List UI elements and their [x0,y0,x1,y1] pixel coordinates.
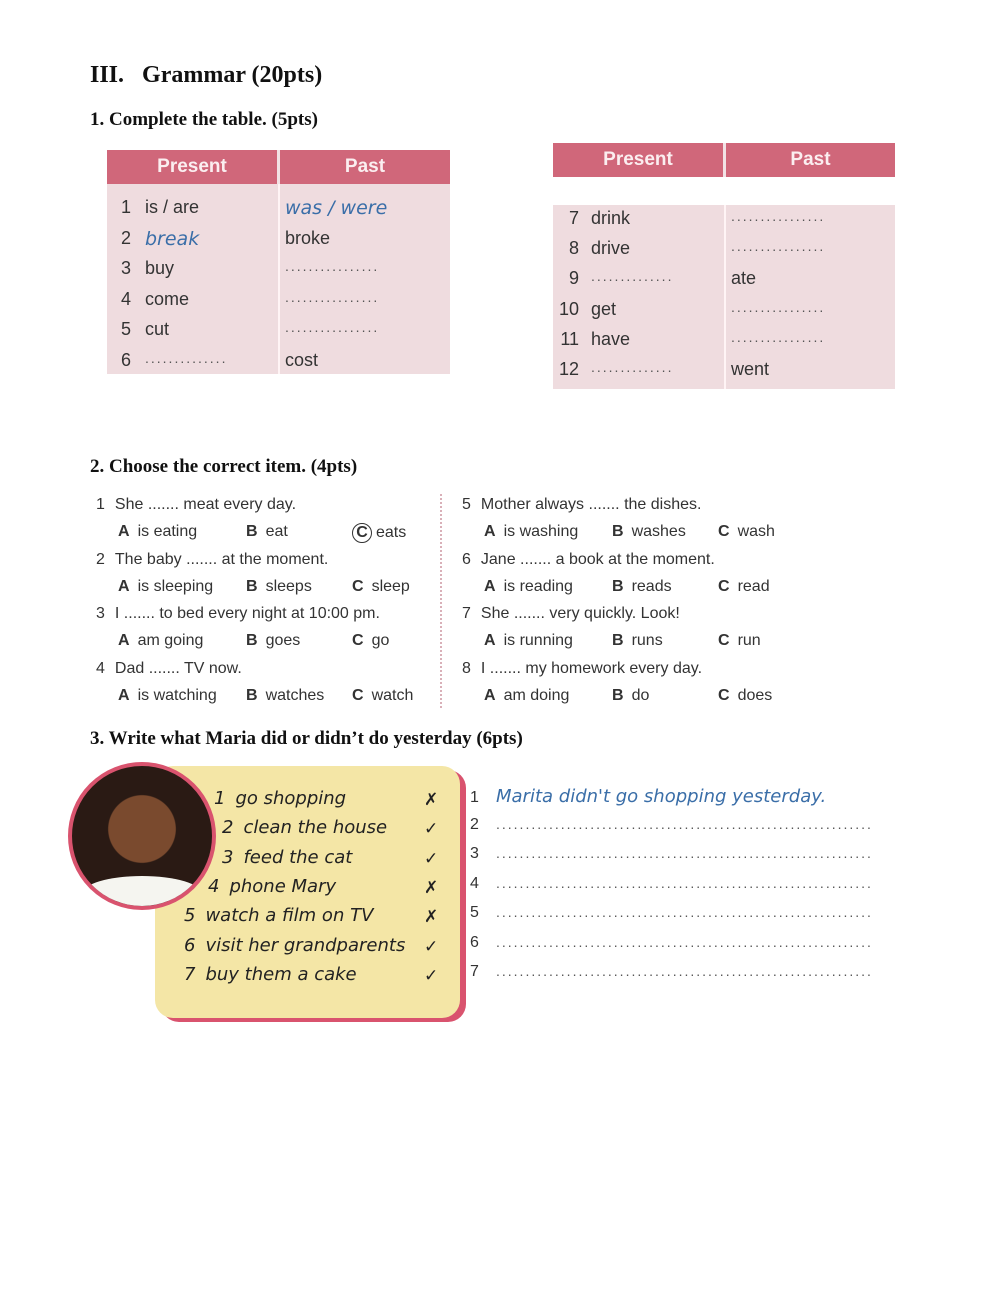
answer-text: Marita didn't go shopping yesterday. [496,786,827,807]
task-item [214,788,346,809]
table-row [107,289,450,319]
past-form: was / were [285,197,388,219]
question-4 [96,660,242,678]
section-number: III. [90,62,125,88]
option-letter: C [718,632,730,649]
present-form: buy [145,258,175,278]
option-letter: A [484,632,496,649]
answer-number: 5 [470,904,479,921]
option-a[interactable] [484,523,578,541]
question-text: The baby ....... at the moment. [114,550,329,568]
table-row [107,319,450,349]
option-text: do [631,686,650,704]
question-7 [462,605,680,623]
row-number: 4 [120,288,131,309]
option-text: wash [737,523,775,540]
table-row [553,268,895,298]
answer-text: ................................................................ [496,845,873,861]
circled-answer: C [352,523,372,543]
option-b[interactable] [246,578,312,596]
option-letter: C [718,686,730,704]
row-number: 11 [560,328,579,349]
option-a[interactable] [484,632,573,650]
past-form: ate [731,268,757,289]
option-letter: A [484,523,496,540]
task-item [184,935,405,956]
present-form: have [591,328,631,349]
option-b[interactable] [612,578,672,596]
part3-heading: 3. Write what Maria did or didn’t do yesterday (6pts) [90,728,523,749]
verb-table-left [107,150,450,374]
past-form: cost [285,349,319,370]
option-text: runs [631,632,663,649]
option-letter: C [718,523,730,540]
present-form: come [145,288,190,309]
check-icon: ✓ [424,848,439,869]
present-form: break [145,227,200,250]
option-text: reads [631,577,672,595]
past-form: broke [285,227,331,248]
option-letter: C [352,577,364,595]
option-text: sleep [371,577,410,595]
past-form: ................ [285,288,380,305]
option-text: is watching [137,686,217,704]
task-text: feed the cat [243,846,353,868]
cross-icon: ✗ [424,877,439,898]
row-number: 2 [120,227,131,248]
option-letter: C [352,632,364,649]
task-text: phone Mary [229,875,337,897]
table-row [553,208,895,238]
option-b[interactable] [246,632,300,650]
question-text: She ....... meat every day. [114,496,297,513]
task-item [184,905,373,926]
question-number: 5 [462,496,471,513]
task-text: go shopping [235,788,347,809]
option-text: run [737,632,761,649]
option-text: is eating [137,523,198,540]
present-form: drink [591,208,631,228]
table-row [107,350,450,380]
task-item [222,847,352,868]
row-number: 7 [568,208,579,228]
header-present: Present [603,149,673,170]
option-text: is sleeping [137,577,214,595]
task-number: 5 [184,905,196,927]
past-form: ................ [731,208,826,224]
option-letter: B [246,686,258,704]
part2-heading: 2. Choose the correct item. (4pts) [90,456,358,477]
option-text: washes [631,523,686,540]
check-icon: ✓ [424,965,439,986]
answer-text: ................................................................ [496,933,873,950]
part1-heading: 1. Complete the table. (5pts) [90,109,318,130]
table-row [553,299,895,329]
row-number: 6 [120,349,131,370]
option-letter: A [118,686,130,704]
row-number: 10 [558,298,579,319]
table-row [107,228,450,258]
answer-line[interactable] [470,786,826,807]
option-text: is washing [503,523,579,540]
option-letter: A [484,577,496,595]
task-number: 2 [222,817,234,839]
question-number: 4 [96,659,105,677]
option-text: am doing [503,686,570,704]
task-item [208,876,336,897]
task-number: 6 [184,934,196,956]
option-letter: B [612,686,624,704]
table-row [553,238,895,268]
question-number: 7 [462,605,471,622]
row-number: 3 [120,258,131,278]
option-a[interactable] [484,687,569,705]
section-title [90,62,322,89]
option-letter: A [118,632,130,649]
option-a[interactable] [118,578,213,596]
answer-number: 3 [470,845,479,862]
option-c[interactable] [352,523,406,543]
option-b[interactable] [246,687,324,705]
option-b[interactable] [612,523,686,541]
row-number: 9 [568,268,579,289]
option-letter: B [612,523,624,540]
answer-text: ................................................................ [496,963,873,979]
option-text: eat [265,523,288,540]
question-number: 3 [96,605,105,622]
present-form: .............. [145,349,228,366]
task-number: 1 [214,788,226,809]
row-number: 1 [120,197,131,217]
option-c[interactable] [718,687,772,705]
option-letter: A [118,523,130,540]
task-item [184,964,357,985]
task-text: clean the house [243,817,388,839]
option-a[interactable] [484,578,573,596]
present-form: get [591,298,617,319]
answer-line[interactable] [470,934,873,952]
question-5 [462,496,701,514]
past-form: ................ [731,298,826,315]
answer-number: 6 [470,933,479,951]
option-text: eats [376,524,407,541]
option-letter: C [718,577,730,595]
question-3 [96,605,380,623]
row-number: 12 [558,359,579,379]
maria-photo [68,762,216,910]
past-form: ................ [731,238,826,255]
option-text: sleeps [265,577,312,595]
present-form: .............. [591,268,674,285]
table-row [553,329,895,359]
question-text: I ....... to bed every night at 10:00 pm. [114,605,380,622]
past-form: ................ [731,328,826,345]
answer-text: ................................................................ [496,815,873,832]
check-icon: ✓ [424,936,439,957]
table-row [107,258,450,288]
answer-line[interactable] [470,875,873,893]
answer-number: 1 [470,789,479,806]
table-header [107,150,450,184]
cross-icon: ✗ [424,907,439,928]
question-text: I ....... my homework every day. [480,659,703,677]
header-present: Present [157,156,227,177]
option-c[interactable] [352,578,410,596]
task-number: 4 [208,875,220,897]
question-6 [462,551,715,569]
option-c[interactable] [718,578,770,596]
present-form: drive [591,238,631,259]
task-number: 7 [184,963,196,985]
answer-text: ................................................................ [496,904,873,920]
header-past: Past [790,149,831,170]
verb-table-right [553,143,895,389]
answer-line[interactable] [470,816,873,834]
task-item [222,817,387,838]
option-b[interactable] [612,687,649,705]
task-text: buy them a cake [205,963,357,985]
question-text: Mother always ....... the dishes. [480,496,702,513]
cross-icon: ✗ [424,790,439,810]
answer-line[interactable] [470,963,873,981]
present-form: is / are [145,197,200,217]
past-form: went [731,359,770,379]
header-past: Past [344,156,386,177]
option-letter: B [612,577,624,595]
option-text: am going [137,632,204,649]
table-row [107,197,450,227]
answer-number: 4 [470,874,479,892]
option-letter: C [352,686,364,704]
question-text: She ....... very quickly. Look! [480,605,680,622]
present-form: cut [145,319,170,339]
past-form: ................ [285,258,380,274]
option-letter: A [484,686,496,704]
question-text: Dad ....... TV now. [114,659,242,677]
option-c[interactable] [718,632,761,650]
option-text: does [737,686,773,704]
task-number: 3 [222,846,234,868]
past-form: ................ [285,319,380,335]
section-heading: Grammar (20pts) [142,62,323,88]
option-text: read [737,577,770,595]
option-b[interactable] [246,523,288,541]
option-text: go [371,632,390,649]
answer-number: 7 [470,963,479,980]
option-text: watches [265,686,325,704]
answer-number: 2 [470,815,479,833]
option-letter: B [246,577,258,595]
row-number: 5 [120,319,131,339]
option-b[interactable] [612,632,663,650]
answer-line[interactable] [470,904,873,922]
question-text: Jane ....... a book at the moment. [480,550,715,568]
option-c[interactable] [718,523,775,541]
question-number: 2 [96,550,105,568]
present-form: .............. [591,359,674,375]
table-row [553,359,895,389]
option-letter: B [246,632,258,649]
option-letter: B [246,523,258,540]
check-icon: ✓ [424,819,439,840]
option-text: is reading [503,577,573,595]
task-text: watch a film on TV [205,905,374,927]
task-text: visit her grandparents [205,934,406,956]
option-letter: A [118,577,130,595]
option-c[interactable] [352,632,389,650]
option-a[interactable] [118,632,203,650]
option-text: is running [503,632,573,649]
option-text: goes [265,632,301,649]
column-divider [440,494,442,708]
option-a[interactable] [118,687,217,705]
question-8 [462,660,702,678]
answer-text: ................................................................ [496,874,873,891]
question-number: 8 [462,659,471,677]
option-c[interactable] [352,687,413,705]
question-number: 6 [462,550,471,568]
question-1 [96,496,296,514]
answer-line[interactable] [470,845,873,863]
table-header [553,143,895,177]
question-2 [96,551,328,569]
question-number: 1 [96,496,105,513]
option-a[interactable] [118,523,197,541]
option-text: watch [371,686,414,704]
row-number: 8 [568,238,579,259]
option-letter: B [612,632,624,649]
